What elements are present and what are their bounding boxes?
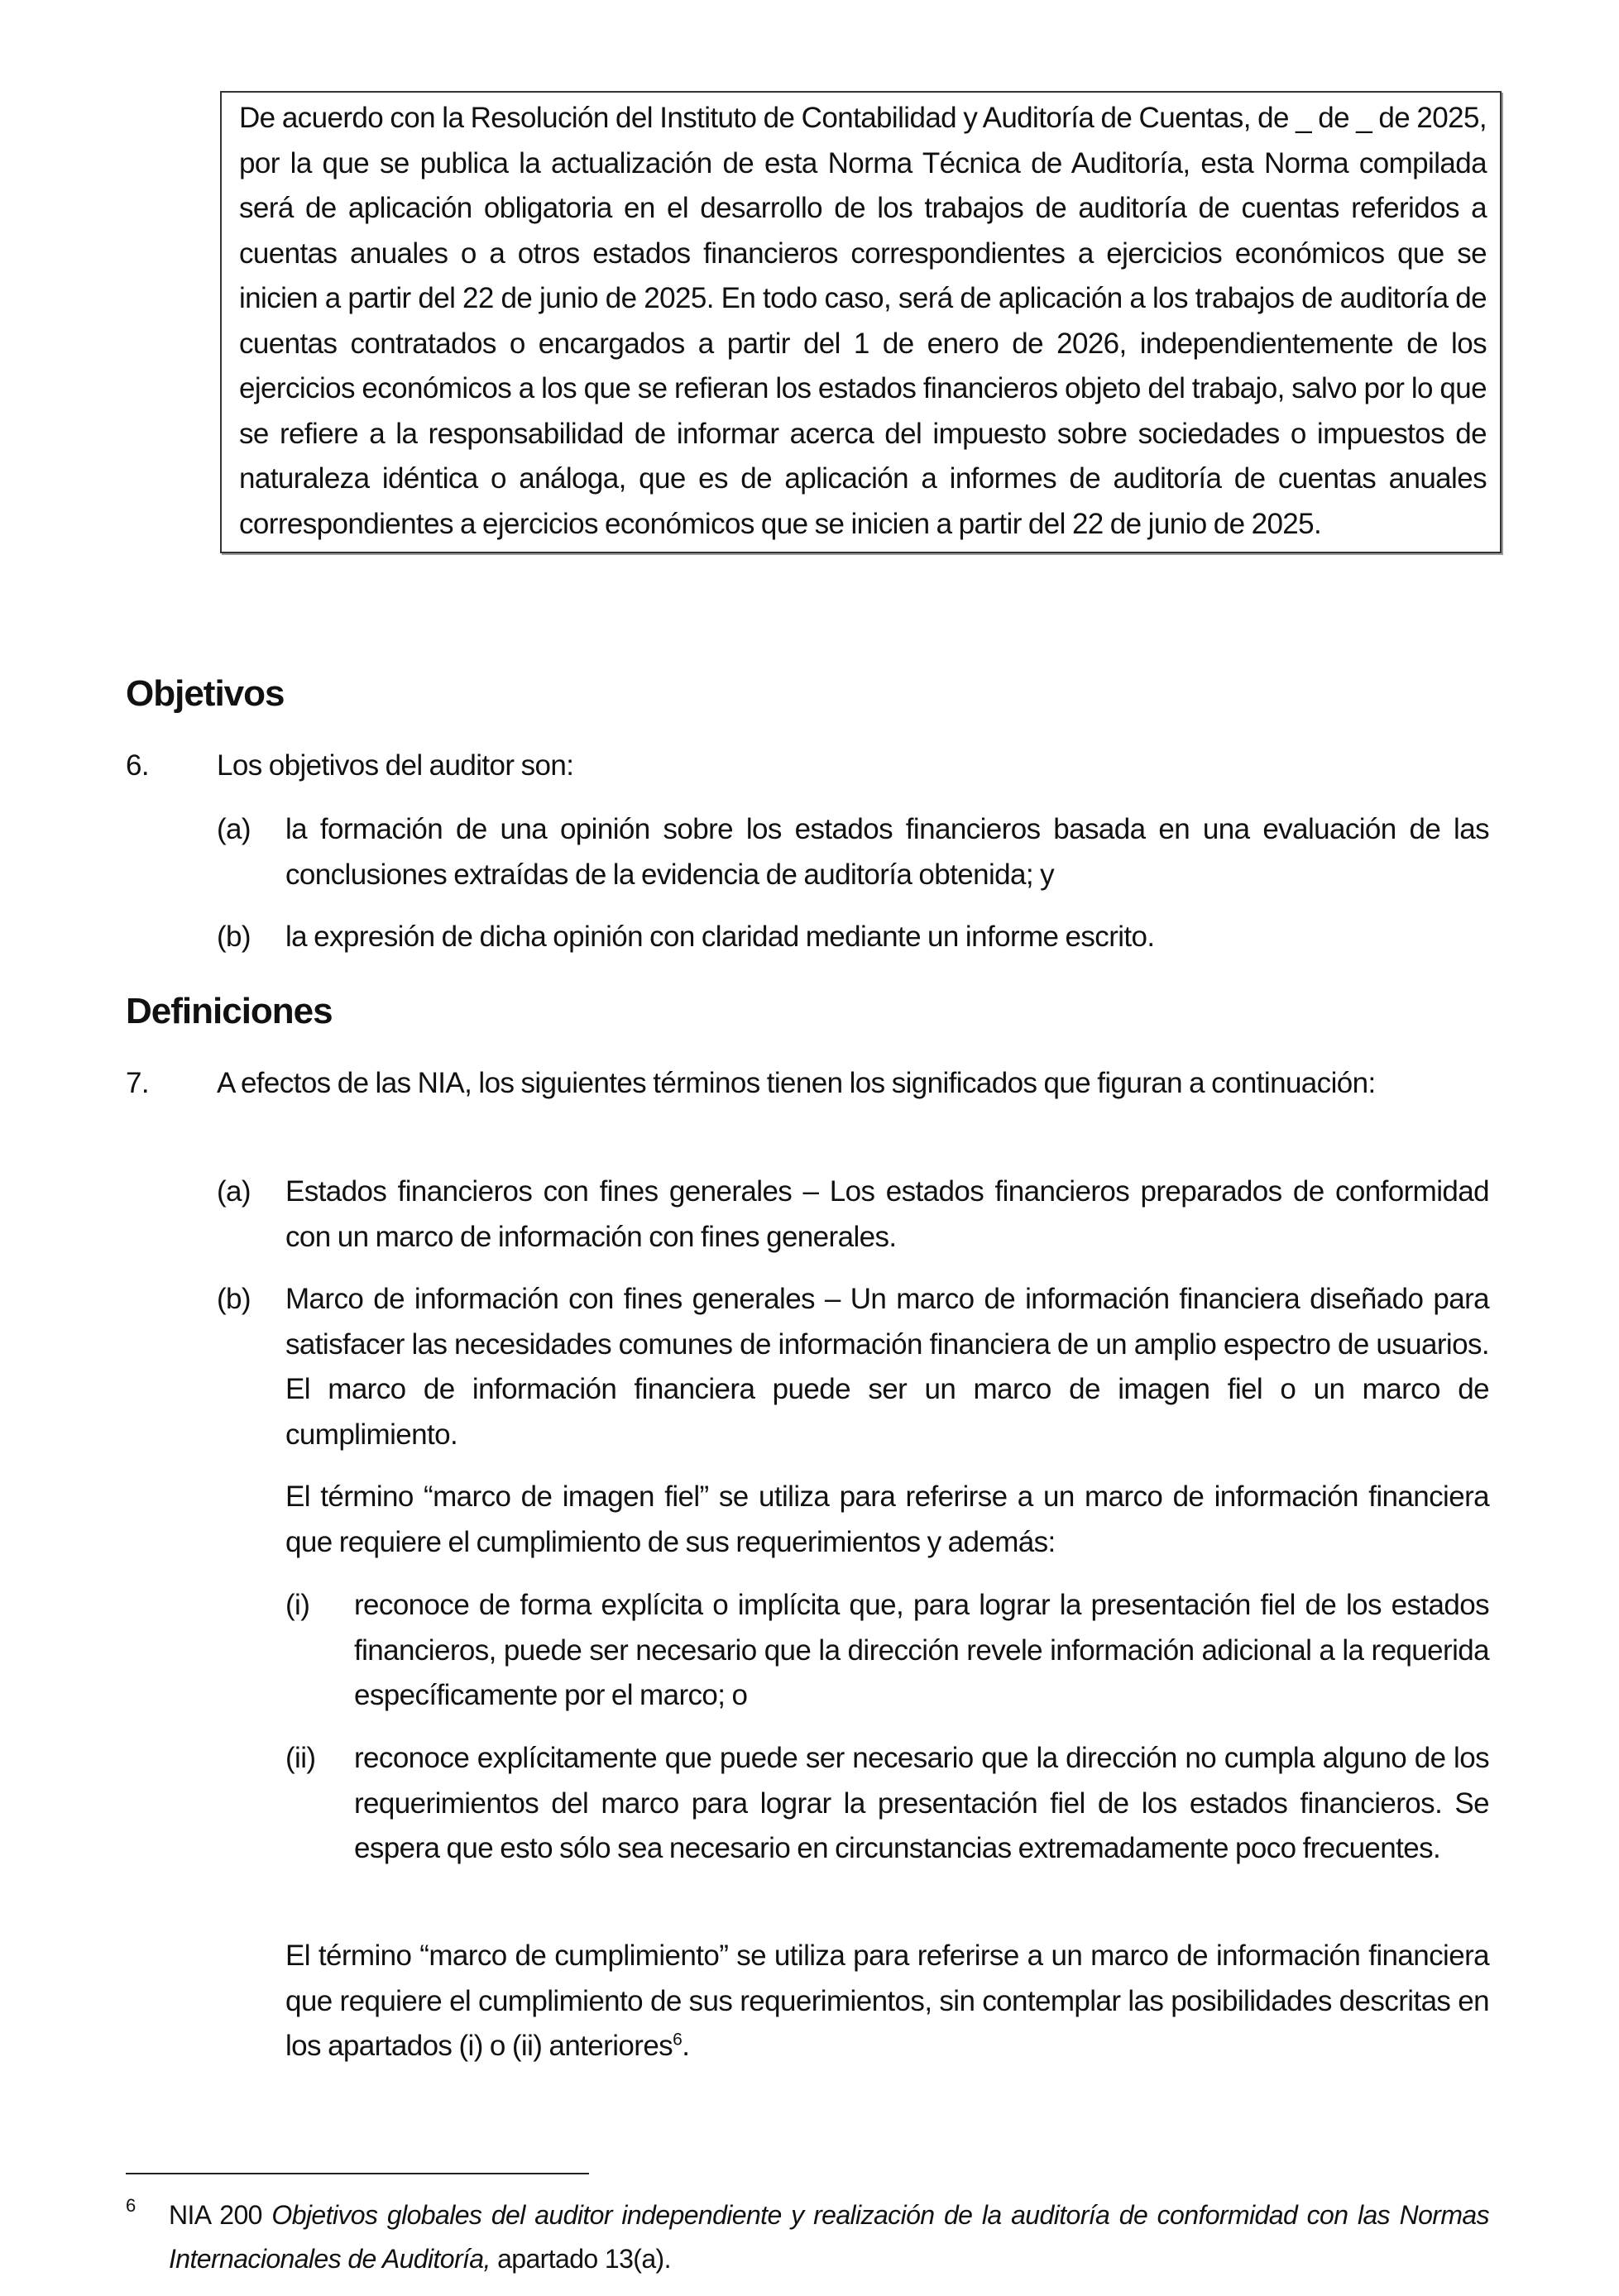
cumplimiento-end: . bbox=[682, 2030, 690, 2062]
item-text: Marco de información con fines generales – Un marco de información financiera diseñado para satisfacer las necesidades comunes de información financiera de un amplio espectro de usuarios. El marco de información financiera puede ser un marco de imagen fiel o un marco de cumplimiento. bbox=[285, 1283, 1489, 1451]
item-text: la formación de una opinión sobre los estados financieros basada en una evaluación de las conclusiones extraídas de la evidencia de auditoría obtenida; y bbox=[285, 813, 1489, 891]
item-label: (i) bbox=[285, 1589, 310, 1621]
item-label: (b) bbox=[217, 921, 251, 953]
paragraph-text: Los objetivos del auditor son: bbox=[217, 749, 574, 782]
cumplimiento-paragraph bbox=[285, 1934, 1489, 2069]
footnote-separator bbox=[126, 2173, 589, 2174]
item-text: Estados financieros con fines generales – Los estados financieros preparados de conformidad con un marco de información con fines generales. bbox=[285, 1175, 1489, 1253]
paragraph-number: 6. bbox=[126, 749, 149, 782]
item-text: reconoce explícitamente que puede ser necesario que la dirección no cumpla alguno de los requerimientos del marco para lograr la presentación fiel de los estados financieros. Se espera que esto sólo sea necesario en circunstancias extremadamente poco frecuentes. bbox=[354, 1742, 1489, 1864]
section-heading-objetivos: Objetivos bbox=[126, 673, 285, 714]
item-text: la expresión de dicha opinión con claridad mediante un informe escrito. bbox=[285, 921, 1155, 953]
footnote-title: Objetivos globales del auditor independiente y realización de la auditoría de conformidad con las Normas Internacionales de Auditoría, bbox=[169, 2200, 1490, 2274]
cumplimiento-text: El término “marco de cumplimiento” se utiliza para referirse a un marco de información financiera que requiere el cumplimiento de sus requerimientos, sin contemplar las posibilidades descritas en los apartados (i) o (ii) anteriores bbox=[285, 1940, 1489, 2062]
footnote-text bbox=[169, 2193, 1489, 2281]
notice-text: De acuerdo con la Resolución del Instituto de Contabilidad y Auditoría de Cuentas, de _ de _ de 2025, por la que se publica la actualización de esta Norma Técnica de Auditoría, esta Norma compilada será de aplicación obligatoria en el desarrollo de los trabajos de auditoría de cuentas referidos a cuentas anuales o a otros estados financieros correspondientes a ejercicios económicos que se inicien a partir del 22 de junio de 2025. En todo caso, será de aplicación a los trabajos de auditoría de cuentas contratados o encargados a partir del 1 de enero de 2026, independientemente de los ejercicios económicos a los que se refieran los estados financieros objeto del trabajo, salvo por lo que se refiere a la responsabilidad de informar acerca del impuesto sobre sociedades o impuestos de naturaleza idéntica o análoga, que es de aplicación a informes de auditoría de cuentas anuales correspondientes a ejercicios económicos que se inicien a partir del 22 de junio de 2025. bbox=[239, 102, 1487, 540]
imagen-fiel-intro: El término “marco de imagen fiel” se utiliza para referirse a un marco de información financiera que requiere el cumplimiento de sus requerimientos y además: bbox=[285, 1480, 1489, 1558]
footnote-prefix: NIA 200 bbox=[169, 2200, 272, 2230]
notice-box bbox=[220, 91, 1502, 553]
section-heading-definiciones: Definiciones bbox=[126, 991, 333, 1031]
item-label: (a) bbox=[217, 813, 251, 845]
paragraph-text: A efectos de las NIA, los siguientes términos tienen los significados que figuran a continuación: bbox=[217, 1067, 1376, 1099]
item-label: (b) bbox=[217, 1283, 251, 1315]
item-text: reconoce de forma explícita o implícita que, para lograr la presentación fiel de los estados financieros, puede ser necesario que la dirección revele información adicional a la requerida específicamente por el marco; o bbox=[354, 1589, 1489, 1711]
item-label: (ii) bbox=[285, 1742, 316, 1774]
paragraph-6 bbox=[126, 744, 1489, 789]
footnote-mark: 6 bbox=[126, 2195, 136, 2216]
footnote-suffix: apartado 13(a). bbox=[490, 2244, 671, 2274]
paragraph-number: 7. bbox=[126, 1067, 149, 1099]
item-label: (a) bbox=[217, 1175, 251, 1208]
footnote-reference[interactable]: 6 bbox=[673, 2030, 683, 2050]
